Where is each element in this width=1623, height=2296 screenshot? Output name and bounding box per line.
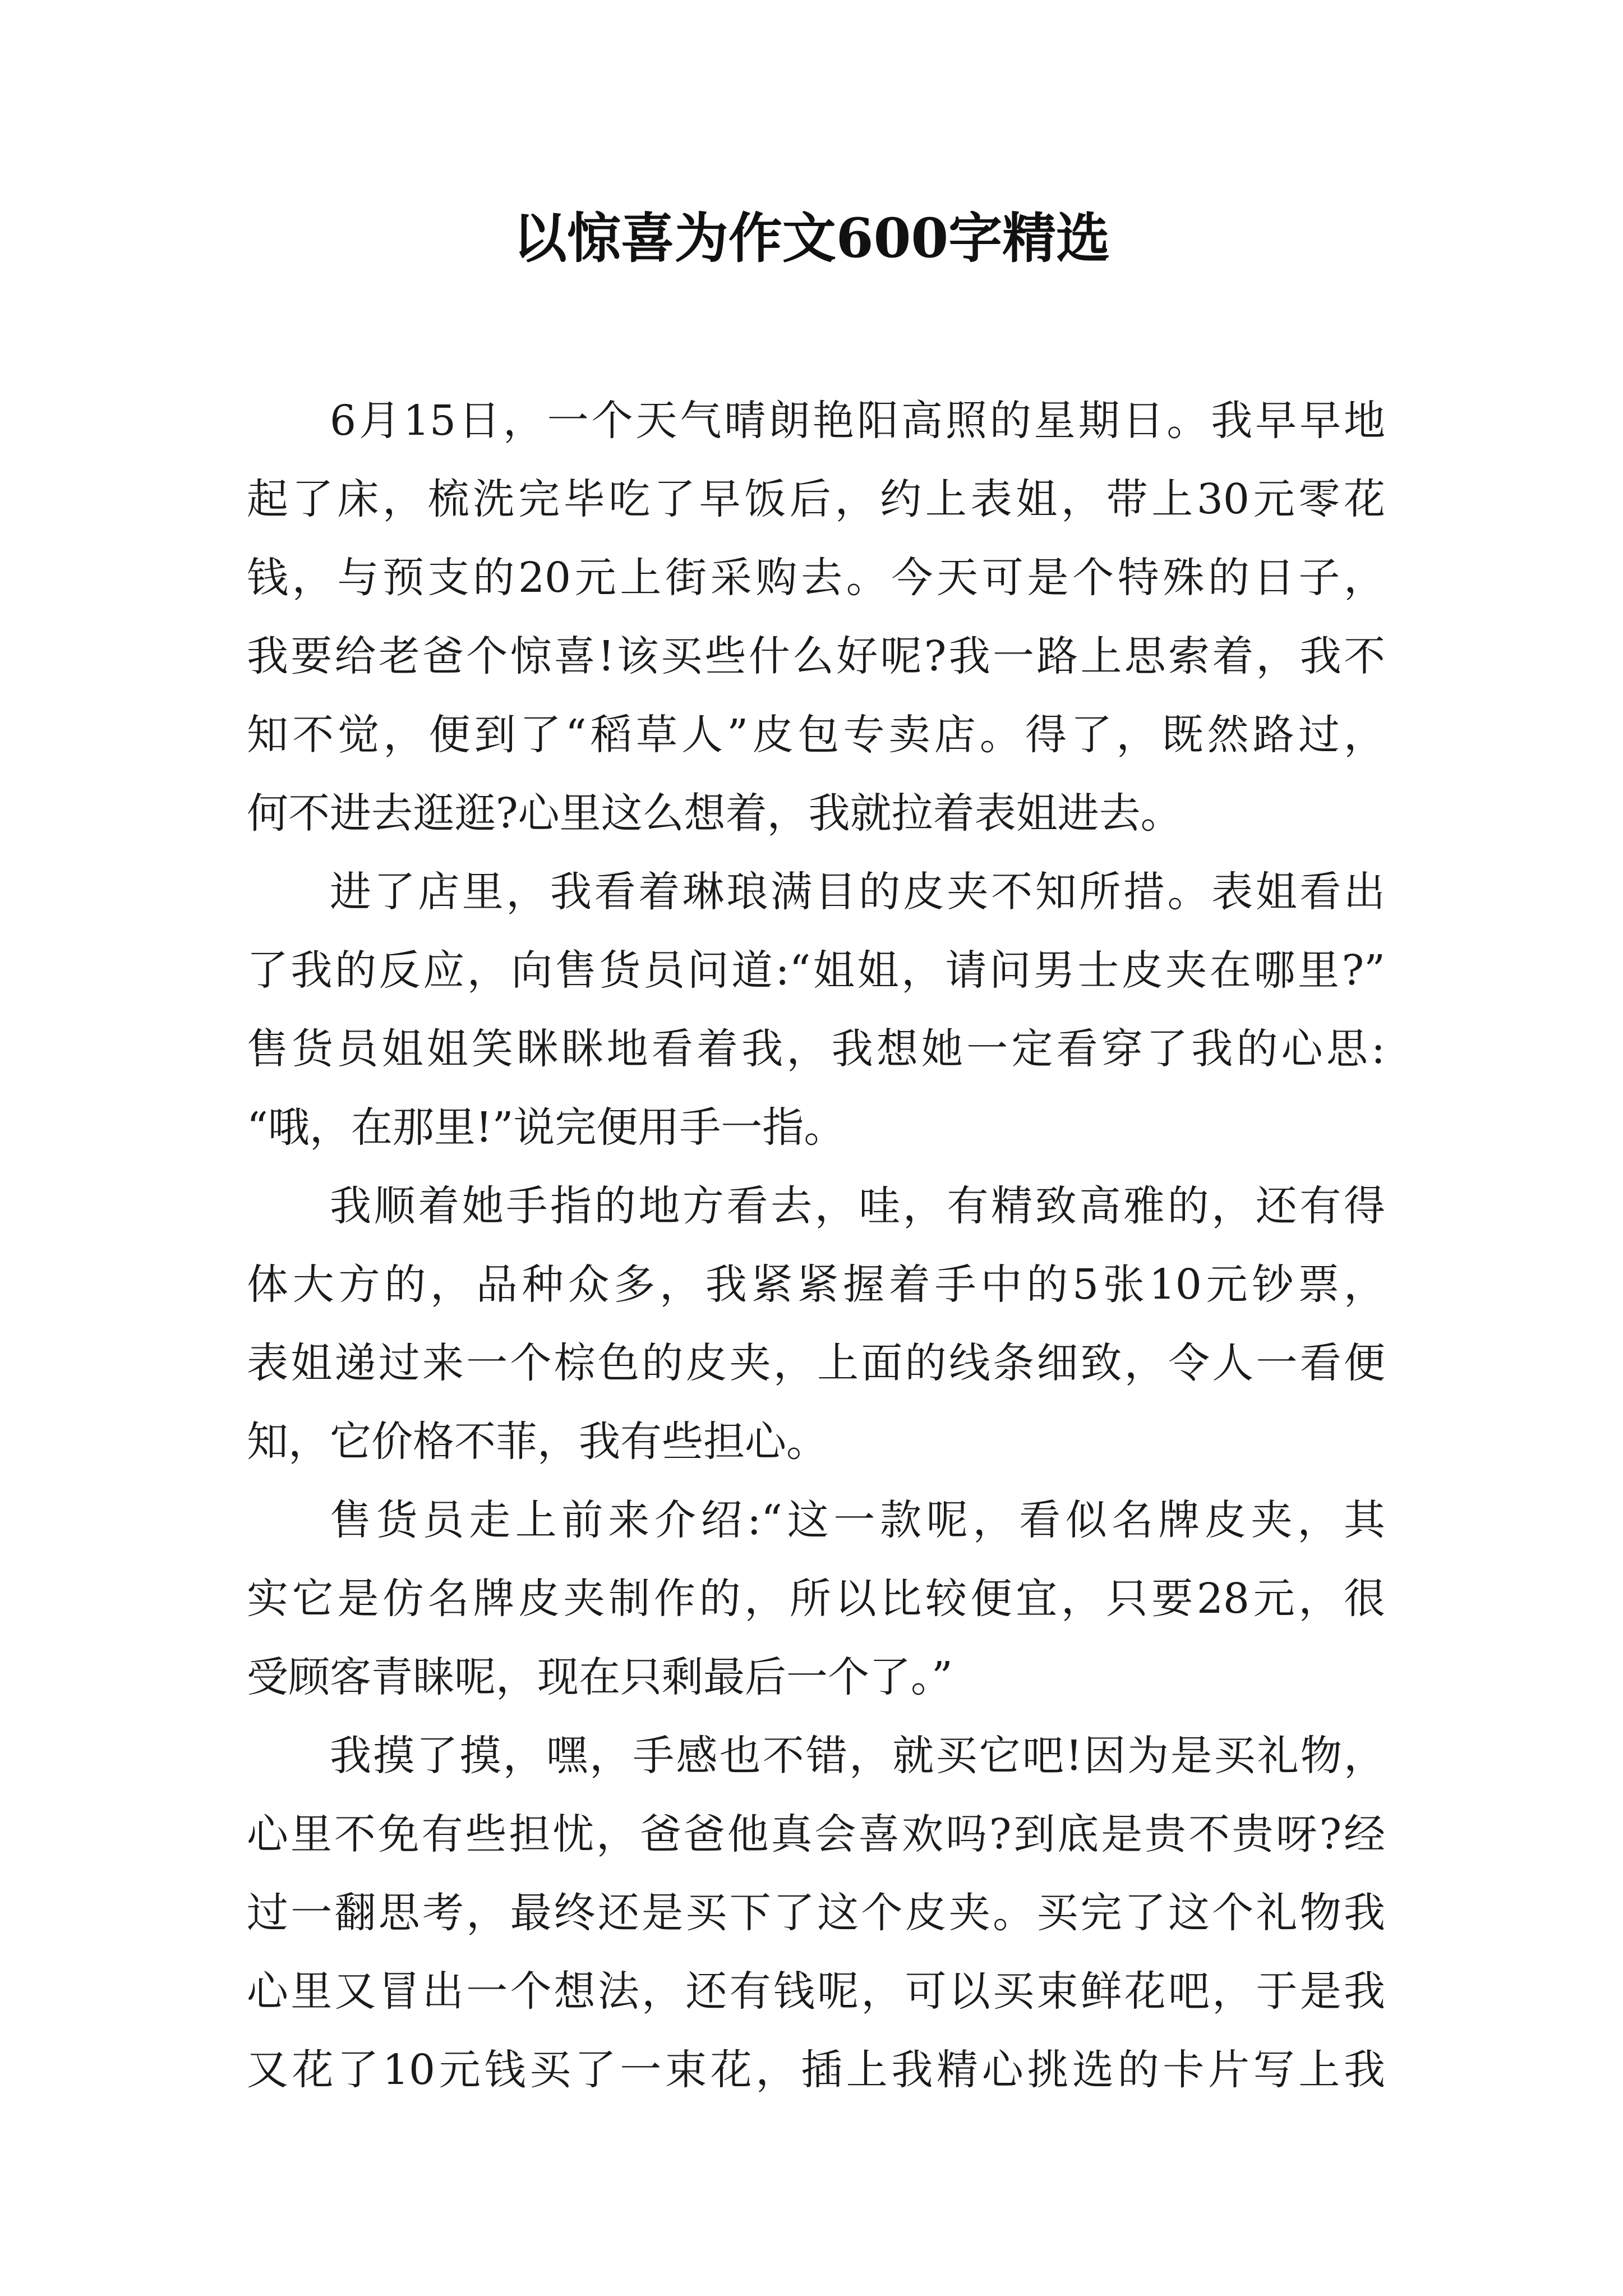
text-line: 知不觉，便到了“稻草人”皮包专卖店。得了，既然路过，	[247, 711, 1385, 759]
text-line: 售货员姐姐笑眯眯地看着我，我想她一定看穿了我的心思:	[247, 1025, 1385, 1073]
paragraph	[247, 853, 1385, 1167]
text-line: 心里又冒出一个想法，还有钱呢，可以买束鲜花吧，于是我	[247, 1967, 1385, 2016]
text-line: 表姐递过来一个棕色的皮夹，上面的线条细致，令人一看便	[247, 1339, 1385, 1387]
text-line: 受顾客青睐呢，现在只剩最后一个了。”	[247, 1653, 953, 1701]
text-line: 了我的反应，向售货员问道:“姐姐，请问男士皮夹在哪里?”	[247, 946, 1385, 995]
text-line: 体大方的，品种众多，我紧紧握着手中的5张10元钞票，	[247, 1260, 1385, 1309]
document-title: 以惊喜为作文600字精选	[513, 206, 1110, 270]
document-body	[247, 381, 1385, 2109]
text-line: 实它是仿名牌皮夹制作的，所以比较便宜，只要28元，很	[247, 1575, 1385, 1623]
text-line: “哦，在那里!”说完便用手一指。	[247, 1103, 846, 1152]
text-line: 6月15日，一个天气晴朗艳阳高照的星期日。我早早地	[330, 397, 1385, 445]
text-line: 进了店里，我看着琳琅满目的皮夹不知所措。表姐看出	[330, 868, 1385, 916]
text-line: 又花了10元钱买了一束花，插上我精心挑选的卡片写上我	[247, 2046, 1385, 2094]
paragraph	[247, 1717, 1385, 2109]
text-line: 售货员走上前来介绍:“这一款呢，看似名牌皮夹，其	[330, 1496, 1385, 1544]
text-line: 我摸了摸，嘿，手感也不错，就买它吧!因为是买礼物，	[330, 1732, 1385, 1780]
paragraph	[247, 1167, 1385, 1481]
text-line: 心里不免有些担忧，爸爸他真会喜欢吗?到底是贵不贵呀?经	[247, 1810, 1385, 1858]
paragraph	[247, 1481, 1385, 1717]
text-line: 我顺着她手指的地方看去，哇，有精致高雅的，还有得	[330, 1182, 1385, 1230]
text-line: 起了床，梳洗完毕吃了早饭后，约上表姐，带上30元零花	[247, 475, 1385, 523]
text-line: 我要给老爸个惊喜!该买些什么好呢?我一路上思索着，我不	[247, 632, 1385, 680]
text-line: 知，它价格不菲，我有些担心。	[247, 1418, 828, 1466]
paragraph	[247, 381, 1385, 853]
text-line: 钱，与预支的20元上街采购去。今天可是个特殊的日子，	[247, 554, 1385, 602]
text-line: 过一翻思考，最终还是买下了这个皮夹。买完了这个礼物我	[247, 1889, 1385, 1937]
text-line: 何不进去逛逛?心里这么想着，我就拉着表姐进去。	[247, 789, 1182, 838]
